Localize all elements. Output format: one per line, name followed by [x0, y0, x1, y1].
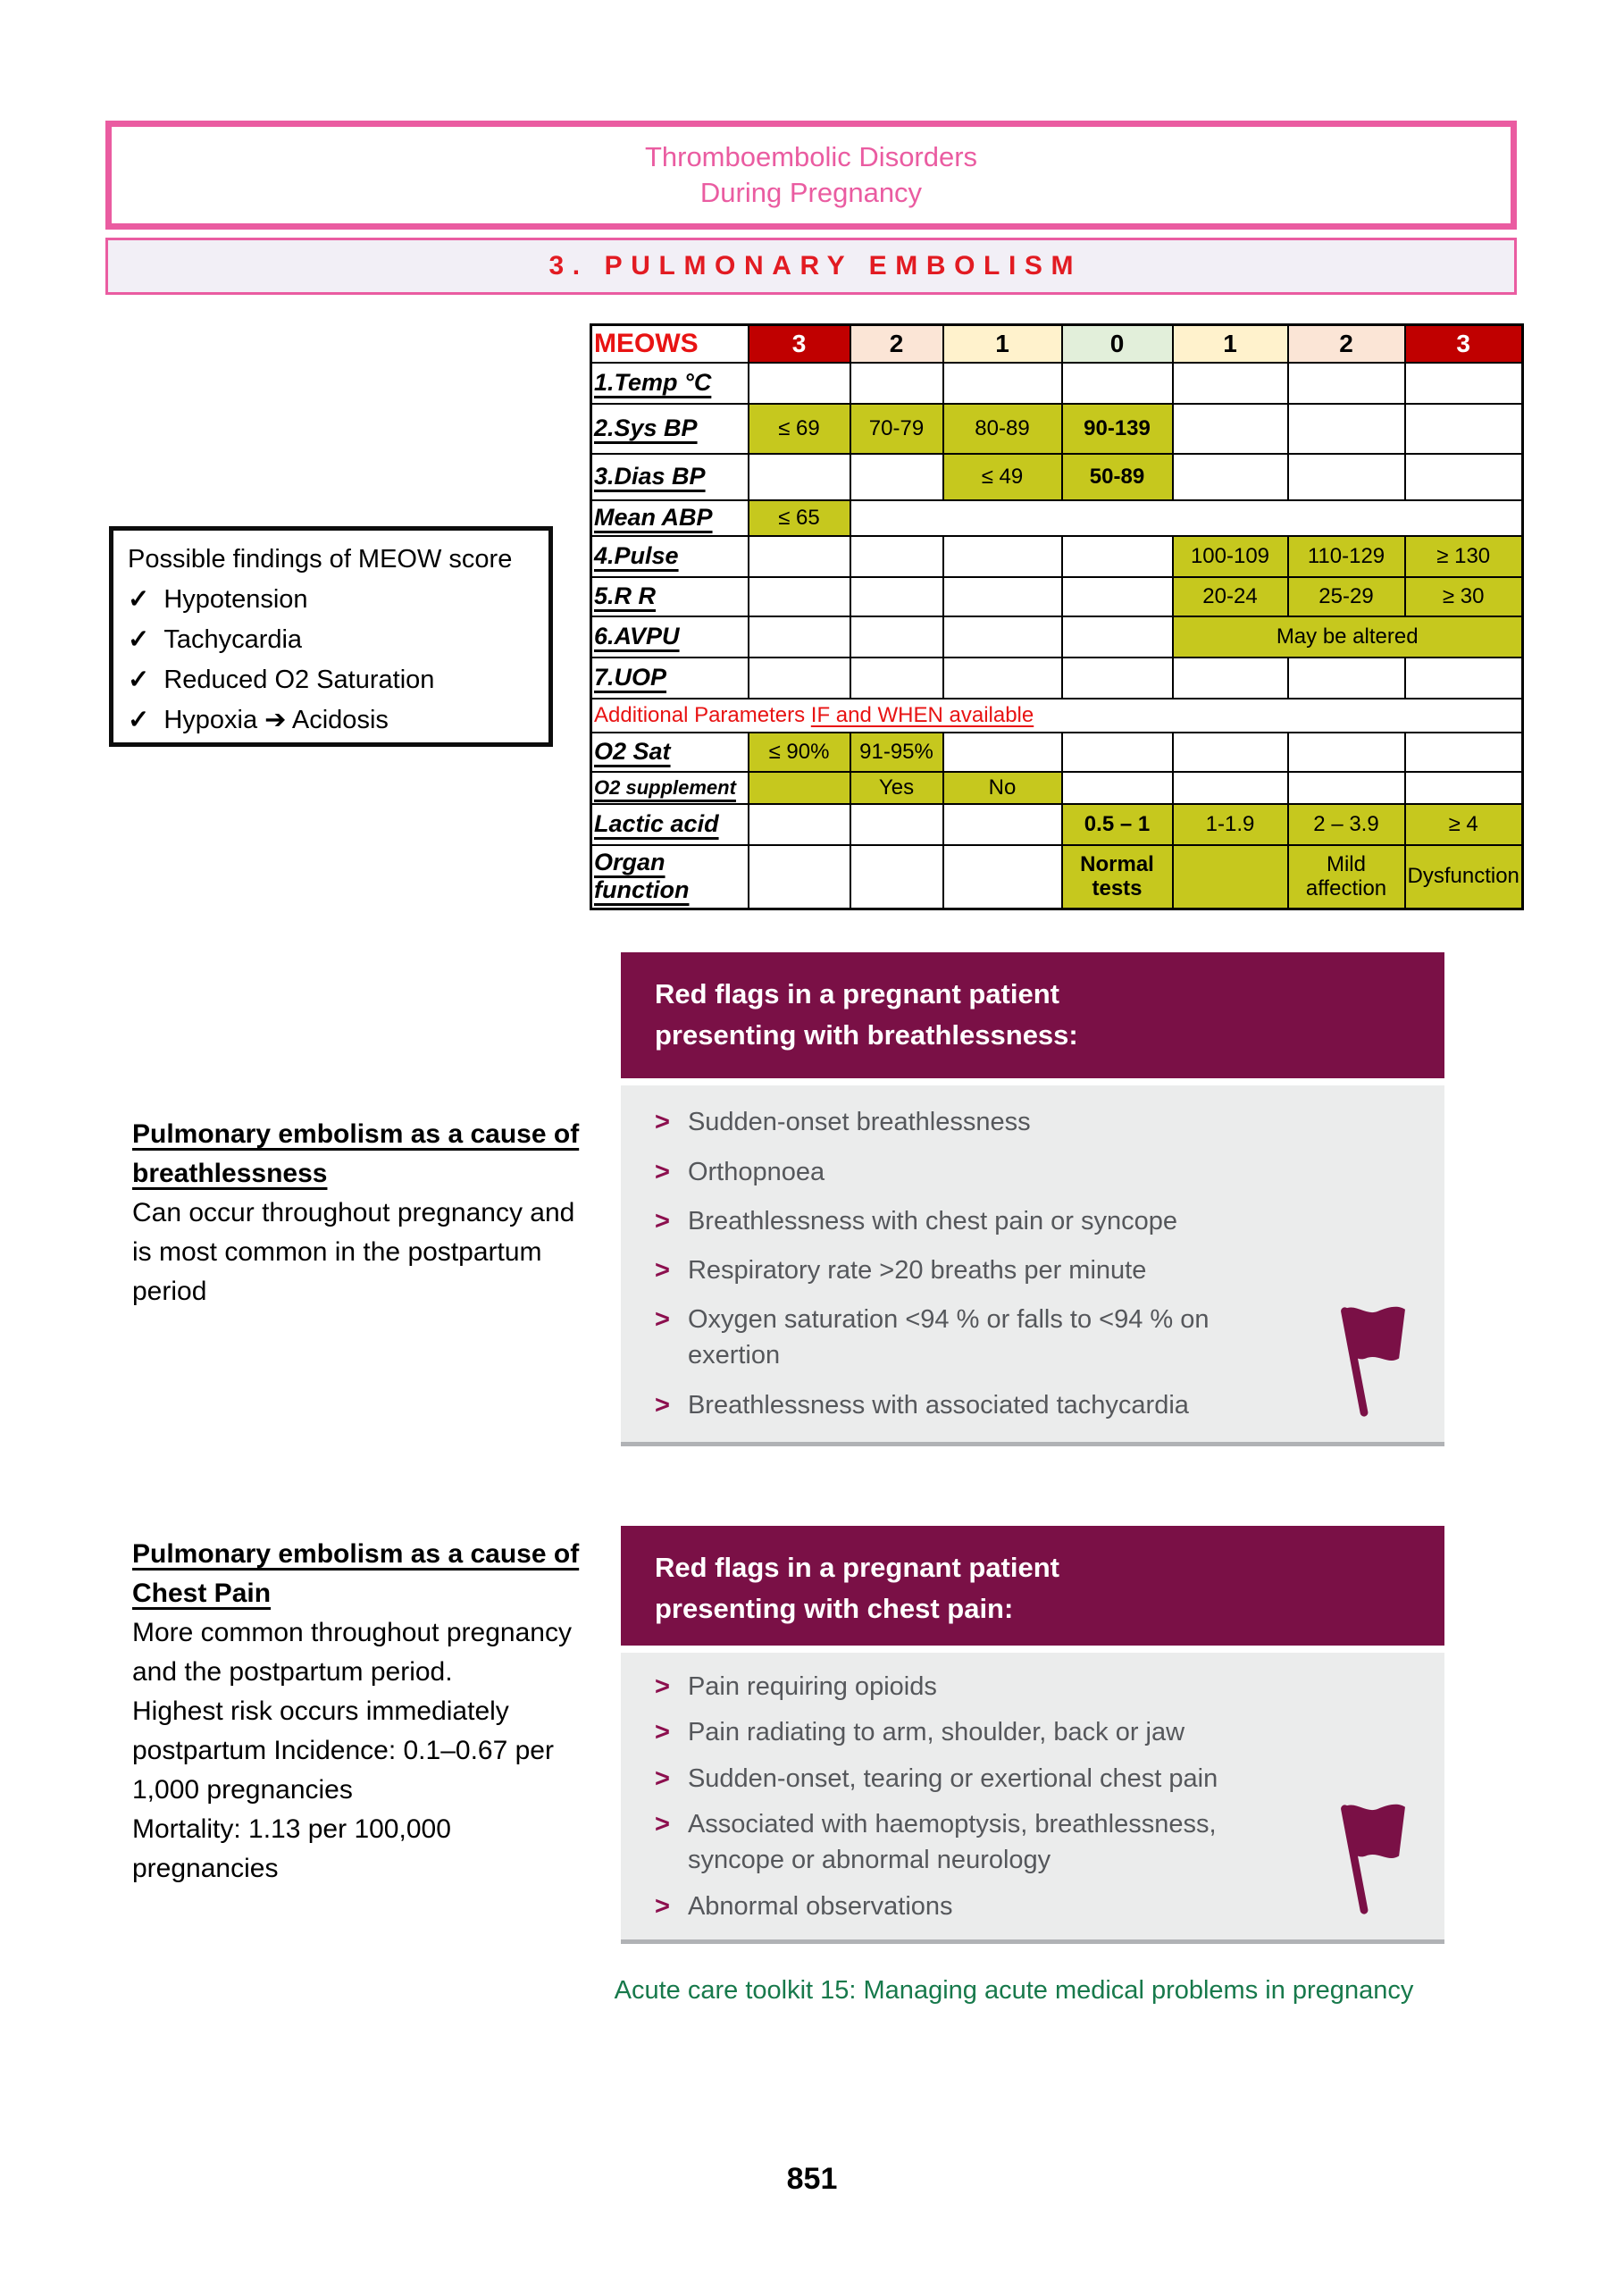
table-cell	[1062, 577, 1173, 616]
table-cell	[850, 616, 943, 658]
table-cell	[1288, 772, 1405, 804]
score-header-cell: 1	[1173, 325, 1288, 363]
additional-parameters-row: Additional Parameters IF and WHEN available	[591, 699, 1523, 733]
red-flag-item-label: Orthopnoea	[687, 1157, 825, 1186]
table-cell	[749, 363, 850, 404]
row-label: 4.Pulse	[591, 536, 749, 577]
table-cell	[1173, 658, 1288, 699]
table-cell	[1173, 845, 1288, 909]
table-cell	[1405, 733, 1523, 772]
table-cell	[749, 577, 850, 616]
table-cell: Dysfunction	[1405, 845, 1523, 909]
table-cell: ≤ 65	[749, 500, 850, 536]
flag-icon	[1319, 1798, 1409, 1916]
table-cell: ≥ 130	[1405, 536, 1523, 577]
table-cell	[1405, 658, 1523, 699]
section-banner	[105, 238, 1517, 295]
table-cell	[1173, 772, 1288, 804]
table-cell	[1288, 454, 1405, 500]
score-header-cell: 3	[1405, 325, 1523, 363]
score-header-cell: 0	[1062, 325, 1173, 363]
meows-table	[590, 323, 1524, 910]
red-flag-item-label: Breathlessness with associated tachycardia	[687, 1390, 1189, 1420]
table-cell	[1062, 616, 1173, 658]
table-cell	[943, 577, 1062, 616]
row-label: O2 supplement	[591, 772, 749, 804]
table-cell: 80-89	[943, 404, 1062, 454]
table-cell	[1062, 658, 1173, 699]
table-cell: Mild affection	[1288, 845, 1405, 909]
chest-pain-note-body-1: More common throughout pregnancy and the postpartum period.	[132, 1618, 572, 1687]
table-cell: No	[943, 772, 1062, 804]
finding-item-label: Tachycardia	[163, 625, 303, 654]
table-cell: Yes	[850, 772, 943, 804]
row-label: Lactic acid	[591, 804, 749, 845]
table-cell	[850, 845, 943, 909]
table-cell: ≥ 4	[1405, 804, 1523, 845]
chest-pain-note-body-2: Highest risk occurs immediately postpartum Incidence: 0.1–0.67 per 1,000 pregnancies	[132, 1696, 554, 1805]
chest-pain-note	[132, 1535, 586, 1889]
checkmark-icon: ✓	[128, 625, 150, 654]
finding-item	[128, 660, 543, 700]
red-flag-item-label: Pain radiating to arm, shoulder, back or jaw	[687, 1718, 1185, 1746]
title-box	[105, 121, 1517, 230]
red-flag-item-label: Breathlessness with chest pain or syncope	[687, 1206, 1178, 1236]
red-flags-chest-pain-header	[621, 1526, 1444, 1646]
checkmark-icon: ✓	[128, 706, 150, 734]
red-flags-breathlessness-box	[621, 952, 1444, 1446]
red-flags-breathlessness-list	[621, 1085, 1444, 1446]
breathlessness-note-body: Can occur throughout pregnancy and is most common in the postpartum period	[132, 1198, 575, 1306]
red-flags-chest-pain-box	[621, 1526, 1444, 1944]
chevron-bullet-icon: >	[655, 1256, 670, 1286]
red-flag-item-label: Pain requiring opioids	[687, 1671, 937, 1701]
row-label: 5.R R	[591, 577, 749, 616]
table-cell	[1173, 733, 1288, 772]
table-cell: ≤ 69	[749, 404, 850, 454]
table-cell	[749, 616, 850, 658]
table-cell	[1062, 536, 1173, 577]
meow-findings-heading: Possible findings of MEOW score	[128, 545, 513, 574]
title-line-1: Thromboembolic Disorders	[644, 141, 978, 172]
table-cell	[943, 616, 1062, 658]
table-cell	[1173, 454, 1288, 500]
finding-item-label: Hypotension	[163, 585, 308, 614]
table-cell: May be altered	[1173, 616, 1523, 658]
red-flag-item	[655, 1154, 1444, 1190]
table-cell: 0.5 – 1	[1062, 804, 1173, 845]
table-cell: 100-109	[1173, 536, 1288, 577]
finding-item-label: Reduced O2 Saturation	[163, 666, 435, 694]
chevron-bullet-icon: >	[655, 1763, 670, 1793]
red-flag-item-label: Sudden-onset breathlessness	[687, 1108, 1031, 1137]
red-flag-item	[655, 1203, 1444, 1239]
row-label: Organ function	[591, 845, 749, 909]
table-cell	[1062, 772, 1173, 804]
table-cell: ≤ 90%	[749, 733, 850, 772]
table-cell	[1288, 404, 1405, 454]
chevron-bullet-icon: >	[655, 1718, 670, 1746]
table-cell	[1288, 733, 1405, 772]
table-cell: 20-24	[1173, 577, 1288, 616]
red-flags-breathlessness-header	[621, 952, 1444, 1078]
table-cell	[850, 804, 943, 845]
red-flag-item	[655, 1669, 1444, 1705]
score-header-cell: 3	[749, 325, 850, 363]
table-cell	[749, 845, 850, 909]
section-banner-label: 3. PULMONARY EMBOLISM	[548, 251, 1083, 281]
table-cell	[943, 845, 1062, 909]
table-cell	[943, 658, 1062, 699]
table-cell	[1405, 454, 1523, 500]
row-label: 3.Dias BP	[591, 454, 749, 500]
table-cell	[1062, 363, 1173, 404]
table-cell	[943, 733, 1062, 772]
finding-item	[128, 700, 543, 741]
chevron-bullet-icon: >	[655, 1108, 670, 1137]
flag-icon	[1319, 1301, 1409, 1419]
red-flag-item-label: Associated with haemoptysis, breathlessness, syncope or abnormal neurology	[687, 1810, 1217, 1874]
finding-item	[128, 620, 543, 660]
red-flags-breathlessness-title: Red flags in a pregnant patient presenting with breathlessness:	[655, 978, 1078, 1051]
table-cell: 1-1.9	[1173, 804, 1288, 845]
finding-item	[128, 580, 543, 620]
row-label: 1.Temp °C	[591, 363, 749, 404]
chevron-bullet-icon: >	[655, 1390, 670, 1420]
table-cell: 110-129	[1288, 536, 1405, 577]
title-line-2: During Pregnancy	[699, 177, 923, 208]
table-cell	[850, 577, 943, 616]
table-cell	[749, 772, 850, 804]
table-cell	[1405, 363, 1523, 404]
row-label: 2.Sys BP	[591, 404, 749, 454]
table-cell	[749, 536, 850, 577]
chevron-bullet-icon: >	[655, 1891, 670, 1921]
table-cell: 90-139	[1062, 404, 1173, 454]
red-flag-item	[655, 1104, 1444, 1140]
table-cell	[1062, 733, 1173, 772]
table-cell	[1405, 404, 1523, 454]
meow-findings-box	[109, 526, 553, 747]
table-cell	[850, 500, 1523, 536]
checkmark-icon: ✓	[128, 585, 150, 614]
chevron-bullet-icon: >	[655, 1810, 670, 1839]
chevron-bullet-icon: >	[655, 1206, 670, 1236]
meows-header-label: MEOWS	[591, 325, 749, 363]
table-cell	[1288, 363, 1405, 404]
checkmark-icon: ✓	[128, 666, 150, 694]
table-cell: 70-79	[850, 404, 943, 454]
red-flag-item	[655, 1761, 1444, 1797]
table-cell: ≤ 49	[943, 454, 1062, 500]
table-cell: 50-89	[1062, 454, 1173, 500]
table-cell: 2 – 3.9	[1288, 804, 1405, 845]
table-cell	[850, 536, 943, 577]
table-cell	[943, 363, 1062, 404]
table-cell	[850, 658, 943, 699]
chevron-bullet-icon: >	[655, 1305, 670, 1335]
table-cell	[749, 454, 850, 500]
breathlessness-note-heading: Pulmonary embolism as a cause of breathlessness	[132, 1119, 580, 1188]
chest-pain-note-body-3: Mortality: 1.13 per 100,000 pregnancies	[132, 1814, 451, 1883]
table-cell	[850, 454, 943, 500]
row-label: O2 Sat	[591, 733, 749, 772]
table-cell	[943, 536, 1062, 577]
meows-score-table	[590, 323, 1524, 910]
score-header-cell: 2	[850, 325, 943, 363]
page-number: 851	[786, 2162, 838, 2196]
red-flag-item-label: Respiratory rate >20 breaths per minute	[687, 1256, 1147, 1286]
table-cell	[1173, 363, 1288, 404]
table-cell	[1173, 404, 1288, 454]
table-cell: 91-95%	[850, 733, 943, 772]
table-cell: 25-29	[1288, 577, 1405, 616]
red-flags-chest-pain-title: Red flags in a pregnant patient presenting with chest pain:	[655, 1552, 1059, 1624]
score-header-cell: 2	[1288, 325, 1405, 363]
table-cell	[943, 804, 1062, 845]
row-label: 6.AVPU	[591, 616, 749, 658]
table-cell	[1405, 772, 1523, 804]
chest-pain-note-heading: Pulmonary embolism as a cause of Chest Pain	[132, 1539, 580, 1608]
red-flag-item-label: Sudden-onset, tearing or exertional chest pain	[687, 1763, 1218, 1793]
table-cell: Normal tests	[1062, 845, 1173, 909]
table-cell	[749, 804, 850, 845]
chevron-bullet-icon: >	[655, 1157, 670, 1186]
source-caption: Acute care toolkit 15: Managing acute medical problems in pregnancy	[614, 1976, 1414, 2005]
score-header-cell: 1	[943, 325, 1062, 363]
table-cell	[850, 363, 943, 404]
red-flag-item-label: Oxygen saturation <94 % or falls to <94 % on exertion	[687, 1305, 1210, 1370]
red-flags-chest-pain-list	[621, 1653, 1444, 1944]
row-label: 7.UOP	[591, 658, 749, 699]
red-flag-item	[655, 1252, 1444, 1288]
meow-findings-list	[128, 580, 543, 741]
chevron-bullet-icon: >	[655, 1671, 670, 1701]
table-cell	[1288, 658, 1405, 699]
red-flag-item-label: Abnormal observations	[687, 1891, 953, 1921]
breathlessness-note	[132, 1115, 586, 1311]
row-label: Mean ABP	[591, 500, 749, 536]
table-cell	[749, 658, 850, 699]
finding-item-label: Hypoxia ➔ Acidosis	[163, 706, 389, 734]
red-flag-item	[655, 1714, 1444, 1750]
table-cell: ≥ 30	[1405, 577, 1523, 616]
